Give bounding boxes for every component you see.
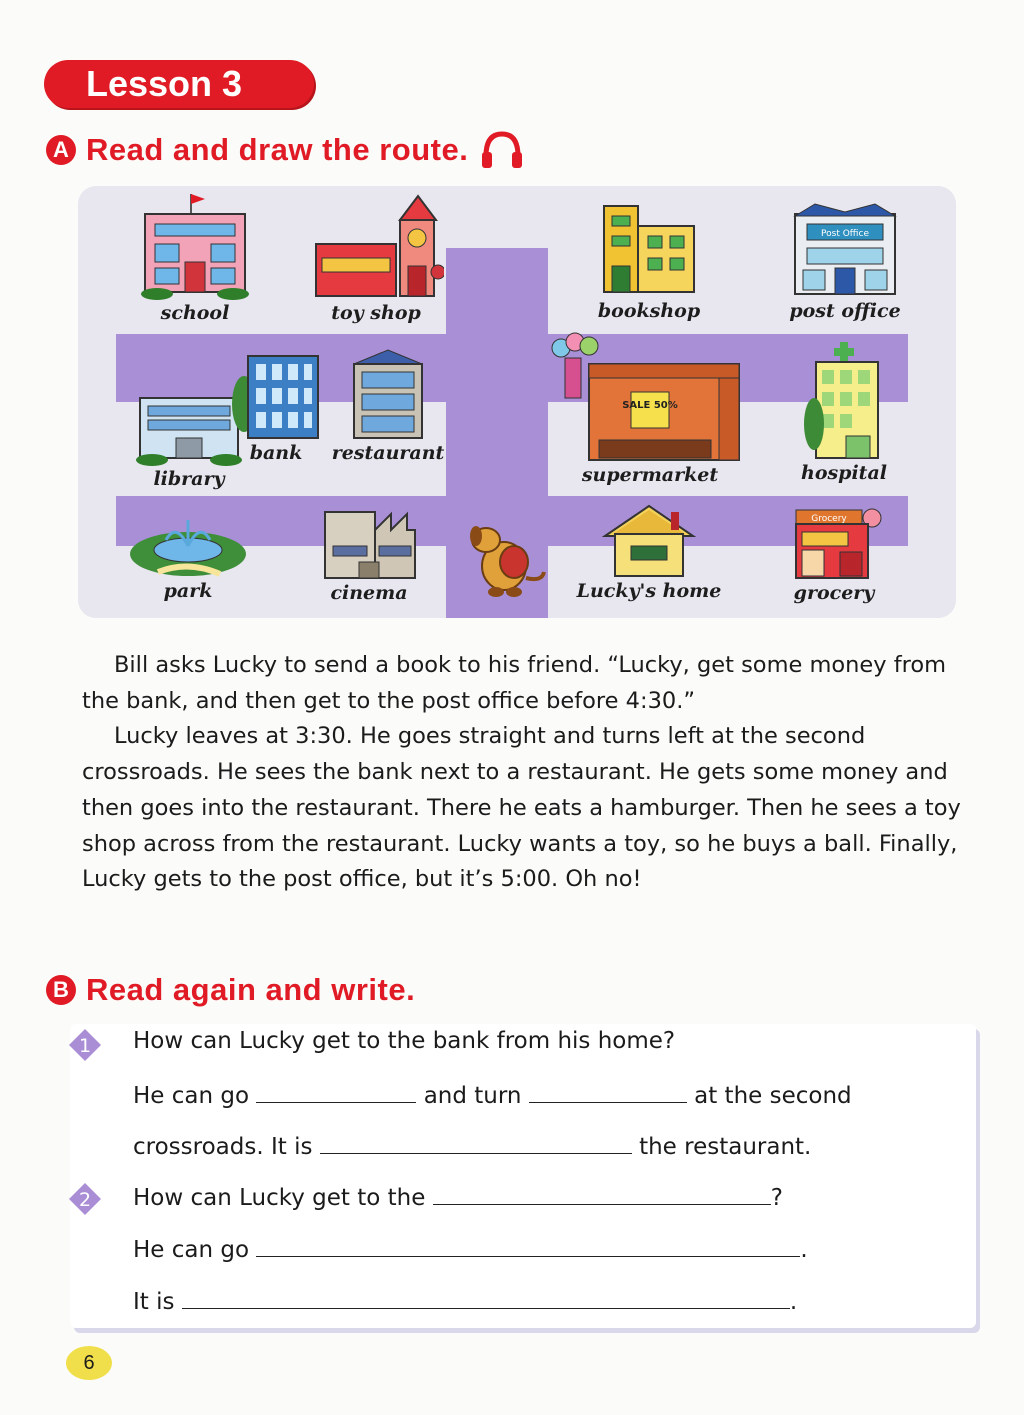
- town-map: [78, 186, 956, 618]
- q2-line2-text: It is: [133, 1289, 175, 1315]
- supermarket-sign: SALE 50%: [622, 400, 678, 411]
- q2-question-mark: ?: [770, 1185, 783, 1211]
- headphones-icon[interactable]: [480, 130, 524, 170]
- hospital[interactable]: [792, 340, 896, 484]
- q1-line1-text-c: at the second: [694, 1083, 852, 1109]
- q2-blank-3[interactable]: [182, 1286, 790, 1309]
- q1-line2-text-a: crossroads. It is: [133, 1134, 313, 1160]
- bookshop[interactable]: [586, 200, 712, 322]
- bookshop-icon: [594, 200, 704, 298]
- restaurant[interactable]: [328, 348, 448, 464]
- q2-question-text: How can Lucky get to the: [133, 1185, 426, 1211]
- section-b-letter: B: [46, 975, 76, 1005]
- section-a-letter: A: [46, 135, 76, 165]
- q1-blank-2[interactable]: [529, 1080, 687, 1103]
- section-b-title: Read again and write.: [86, 972, 416, 1007]
- question-1-number-badge: [68, 1028, 102, 1062]
- section-a-title: Read and draw the route.: [86, 132, 469, 167]
- lucky-dog-icon: [464, 522, 548, 600]
- supermarket-label: supermarket: [581, 464, 719, 486]
- q1-line1-text-b: and turn: [423, 1083, 522, 1109]
- school-label: school: [160, 302, 230, 324]
- bank[interactable]: [216, 352, 336, 464]
- page-number: 6: [66, 1346, 112, 1380]
- luckys-home-icon: [599, 502, 699, 578]
- story-text: [82, 648, 962, 898]
- grocery-sign: Grocery: [811, 514, 847, 524]
- question-2-number-badge: [68, 1182, 102, 1216]
- post-office-label: post office: [789, 300, 901, 322]
- question-2-number: 2: [78, 1189, 92, 1211]
- toy-shop-label: toy shop: [331, 302, 421, 324]
- bookshop-label: bookshop: [597, 300, 701, 322]
- q2-line1-text: He can go: [133, 1237, 250, 1263]
- question-1-number: 1: [78, 1035, 92, 1057]
- grocery-icon: [784, 504, 884, 580]
- hospital-icon: [802, 340, 886, 460]
- post-office-sign: Post Office: [821, 229, 869, 239]
- post-office[interactable]: [776, 200, 914, 322]
- questions-panel: [70, 1024, 976, 1328]
- question-2-answer-line-1: [133, 1234, 808, 1263]
- school-icon: [135, 190, 255, 300]
- toy-shop[interactable]: [306, 192, 446, 324]
- bank-icon: [228, 352, 324, 440]
- luckys-home[interactable]: [574, 502, 724, 602]
- bank-label: bank: [249, 442, 303, 464]
- q1-blank-1[interactable]: [256, 1080, 416, 1103]
- q2-line2-end: .: [789, 1289, 798, 1315]
- hospital-label: hospital: [801, 462, 887, 484]
- library-label: library: [153, 468, 225, 490]
- question-2-answer-line-2: [133, 1286, 797, 1315]
- grocery[interactable]: [778, 504, 890, 604]
- story-paragraph-2: Lucky leaves at 3:30. He goes straight and turns left at the second crossroads. He sees the bank next to a restaurant. He gets some money and then goes into the restaurant. There he eats a hamburger. Then he sees a toy shop across from the restaurant. Lucky wants a toy, so he buys a ball. Finally, Lucky gets to the post office, but it’s 5:00. Oh no!: [82, 723, 961, 893]
- luckys-home-label: Lucky's home: [576, 580, 722, 602]
- q2-blank-2[interactable]: [256, 1234, 800, 1257]
- lesson-title: Lesson 3: [86, 63, 243, 104]
- restaurant-icon: [348, 348, 428, 440]
- grocery-label: grocery: [793, 582, 875, 604]
- q1-blank-3[interactable]: [320, 1131, 632, 1154]
- park-label: park: [163, 580, 213, 602]
- supermarket-icon: [547, 332, 753, 462]
- cinema[interactable]: [310, 508, 428, 604]
- question-1-text: How can Lucky get to the bank from his home?: [133, 1028, 676, 1054]
- lesson-title-badge: [44, 60, 314, 108]
- school[interactable]: [130, 190, 260, 324]
- toy-shop-icon: [308, 192, 444, 300]
- q1-line1-text-a: He can go: [133, 1083, 250, 1109]
- park[interactable]: [128, 512, 248, 602]
- question-1-answer-line-2: [133, 1131, 811, 1160]
- q1-line2-text-b: the restaurant.: [639, 1134, 812, 1160]
- q2-line1-end: .: [800, 1237, 808, 1263]
- cinema-icon: [319, 508, 419, 580]
- q2-blank-1[interactable]: [433, 1182, 771, 1205]
- park-icon: [128, 512, 248, 578]
- section-b-heading: [46, 972, 415, 1008]
- section-a-heading: [46, 132, 524, 168]
- cinema-label: cinema: [330, 582, 408, 604]
- supermarket[interactable]: [540, 332, 760, 486]
- post-office-icon: [785, 200, 905, 298]
- question-2-text: [133, 1182, 783, 1211]
- question-1-answer-line-1: [133, 1080, 852, 1109]
- restaurant-label: restaurant: [331, 442, 445, 464]
- story-paragraph-1: Bill asks Lucky to send a book to his friend. “Lucky, get some money from the bank, and then get to the post office before 4:30.”: [82, 652, 947, 714]
